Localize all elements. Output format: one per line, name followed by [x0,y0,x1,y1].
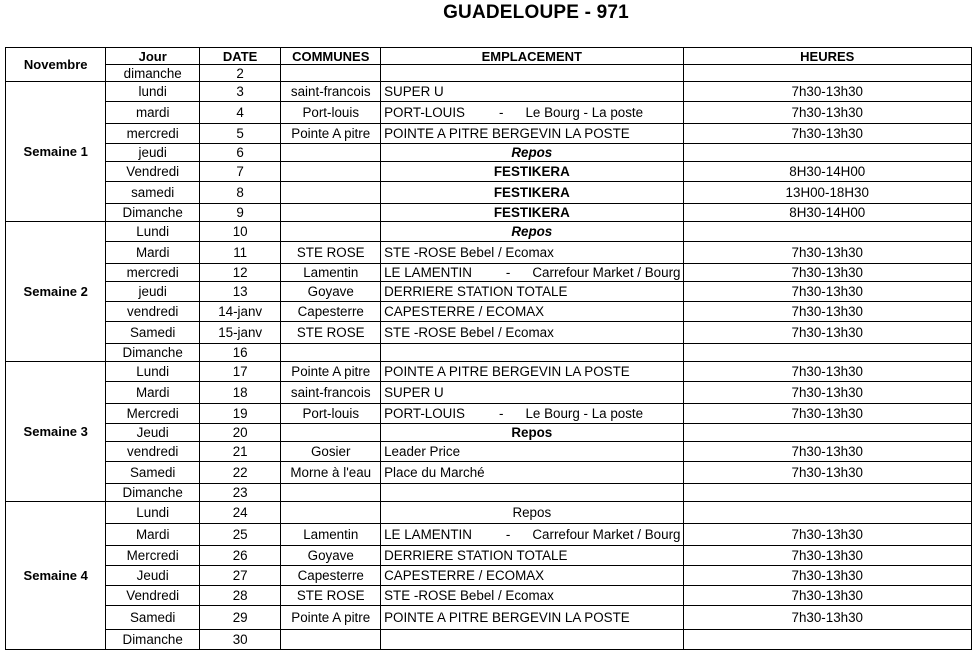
table-row [6,182,972,204]
date-cell: 26 [199,546,280,566]
emplacement-cell: CAPESTERRE / ECOMAX [381,302,683,322]
heures-cell: 7h30-13h30 [683,124,972,144]
jour-cell: Dimanche [106,204,200,222]
jour-cell: mardi [106,102,200,124]
commune-cell: Port-louis [281,404,381,424]
emplacement-cell: Place du Marché [381,462,683,484]
emplacement-cell [381,484,683,502]
jour-cell: Samedi [106,606,200,630]
table-row [6,362,972,382]
table-row [6,382,972,404]
emplacement-part: PORT-LOUIS [384,105,465,120]
heures-cell [683,424,972,442]
emplacement-part: Le Bourg - La poste [525,105,644,120]
heures-cell: 7h30-13h30 [683,82,972,102]
table-row [6,344,972,362]
emplacement-cell: POINTE A PITRE BERGEVIN LA POSTE [381,362,683,382]
heures-cell [683,502,972,524]
table-row [6,442,972,462]
commune-cell [281,222,381,242]
commune-cell: STE ROSE [281,322,381,344]
heures-cell: 7h30-13h30 [683,382,972,404]
emplacement-cell: SUPER U [381,82,683,102]
heures-cell [683,344,972,362]
jour-cell: mercredi [106,264,200,282]
date-cell: 30 [199,630,280,650]
commune-cell: Pointe A pitre [281,362,381,382]
event-label: FESTIKERA [381,204,683,222]
table-row [6,264,972,282]
heures-cell: 7h30-13h30 [683,566,972,586]
commune-cell: STE ROSE [281,586,381,606]
table-row [6,242,972,264]
emplacement-part: Le Bourg - La poste [525,406,644,421]
heures-cell: 7h30-13h30 [683,102,972,124]
table-row [6,102,972,124]
heures-cell: 7h30-13h30 [683,242,972,264]
emplacement-cell: Leader Price [381,442,683,462]
table-row [6,586,972,606]
date-cell: 7 [199,162,280,182]
header-emplacement: EMPLACEMENT [381,48,683,65]
heures-cell [683,630,972,650]
jour-cell: Samedi [106,322,200,344]
jour-cell: jeudi [106,144,200,162]
commune-cell [281,484,381,502]
table-row [6,144,972,162]
emplacement-cell: STE -ROSE Bebel / Ecomax [381,322,683,344]
jour-cell: samedi [106,182,200,204]
week-label: Semaine 4 [6,502,106,650]
heures-cell: 7h30-13h30 [683,524,972,546]
emplacement-cell: POINTE A PITRE BERGEVIN LA POSTE [381,606,683,630]
date-cell: 24 [199,502,280,524]
week-label: Semaine 2 [6,222,106,362]
header-date: DATE [199,48,280,65]
heures-cell: 7h30-13h30 [683,282,972,302]
jour-cell: Vendredi [106,162,200,182]
date-cell: 18 [199,382,280,404]
commune-cell: Lamentin [281,524,381,546]
heures-cell: 7h30-13h30 [683,322,972,344]
date-cell: 15-janv [199,322,280,344]
emplacement-cell [381,344,683,362]
date-cell: 9 [199,204,280,222]
jour-cell: Lundi [106,502,200,524]
jour-cell: Dimanche [106,344,200,362]
emplacement-cell [381,630,683,650]
date-cell: 12 [199,264,280,282]
date-cell: 3 [199,82,280,102]
emplacement-separator: - [505,527,511,542]
table-row [6,162,972,182]
commune-cell [281,344,381,362]
jour-cell: Mercredi [106,546,200,566]
commune-cell: STE ROSE [281,242,381,264]
heures-cell: 8H30-14H00 [683,204,972,222]
table-row [6,630,972,650]
date-cell: 25 [199,524,280,546]
commune-cell [281,162,381,182]
jour-cell: Samedi [106,462,200,484]
date-cell: 16 [199,344,280,362]
heures-cell: 7h30-13h30 [683,442,972,462]
table-row [6,302,972,322]
table-row [6,524,972,546]
commune-cell: Lamentin [281,264,381,282]
week-label: Semaine 3 [6,362,106,502]
jour-cell: mercredi [106,124,200,144]
jour-cell: dimanche [106,65,200,82]
table-row [6,322,972,344]
table-row [6,124,972,144]
table-row [6,546,972,566]
commune-cell: Gosier [281,442,381,462]
date-cell: 10 [199,222,280,242]
emplacement-part: LE LAMENTIN [384,265,472,280]
commune-cell: saint-francois [281,82,381,102]
jour-cell: Lundi [106,222,200,242]
commune-cell: Goyave [281,282,381,302]
commune-cell [281,65,381,82]
heures-cell: 7h30-13h30 [683,404,972,424]
header-communes: COMMUNES [281,48,381,65]
commune-cell [281,502,381,524]
repos-label: Repos [381,144,683,162]
date-cell: 29 [199,606,280,630]
emplacement-cell: POINTE A PITRE BERGEVIN LA POSTE [381,124,683,144]
date-cell: 11 [199,242,280,264]
commune-cell: Port-louis [281,102,381,124]
jour-cell: Mardi [106,242,200,264]
date-cell: 4 [199,102,280,124]
heures-cell: 7h30-13h30 [683,462,972,484]
jour-cell: Vendredi [106,586,200,606]
commune-cell: Morne à l'eau [281,462,381,484]
emplacement-cell [381,102,683,124]
emplacement-cell [381,524,683,546]
commune-cell [281,204,381,222]
date-cell: 23 [199,484,280,502]
repos-label: Repos [381,222,683,242]
table-row [6,606,972,630]
table-row [6,204,972,222]
event-label: FESTIKERA [381,182,683,204]
jour-cell: Mardi [106,382,200,404]
heures-cell [683,144,972,162]
jour-cell: Mercredi [106,404,200,424]
commune-cell [281,630,381,650]
table-row [6,424,972,442]
emplacement-separator: - [505,265,511,280]
header-jour: Jour [106,48,200,65]
repos-label: Repos [381,424,683,442]
jour-cell: vendredi [106,442,200,462]
emplacement-part: Carrefour Market / Bourg [532,265,681,280]
table-row [6,404,972,424]
repos-label: Repos [381,502,683,524]
heures-cell [683,65,972,82]
emplacement-cell: DERRIERE STATION TOTALE [381,546,683,566]
table-row [6,502,972,524]
emplacement-cell [381,264,683,282]
emplacement-cell: SUPER U [381,382,683,404]
heures-cell [683,484,972,502]
page-title: GUADELOUPE - 971 [443,2,629,23]
jour-cell: Lundi [106,362,200,382]
table-row [6,82,972,102]
emplacement-cell [381,65,683,82]
week-label: Semaine 1 [6,82,106,222]
table-row [6,65,972,82]
date-cell: 22 [199,462,280,484]
jour-cell: jeudi [106,282,200,302]
month-label: Novembre [6,48,106,82]
commune-cell: Pointe A pitre [281,606,381,630]
jour-cell: Jeudi [106,566,200,586]
table-row [6,566,972,586]
commune-cell [281,144,381,162]
heures-cell [683,222,972,242]
emplacement-part: PORT-LOUIS [384,406,465,421]
jour-cell: Dimanche [106,630,200,650]
heures-cell: 13H00-18H30 [683,182,972,204]
heures-cell: 7h30-13h30 [683,264,972,282]
table-row [6,462,972,484]
schedule-table [5,47,972,650]
heures-cell: 7h30-13h30 [683,302,972,322]
jour-cell: Dimanche [106,484,200,502]
emplacement-separator: - [498,406,504,421]
table-row [6,222,972,242]
date-cell: 17 [199,362,280,382]
header-heures: HEURES [683,48,972,65]
emplacement-cell: STE -ROSE Bebel / Ecomax [381,586,683,606]
date-cell: 14-janv [199,302,280,322]
heures-cell: 7h30-13h30 [683,606,972,630]
commune-cell: Pointe A pitre [281,124,381,144]
emplacement-part: Carrefour Market / Bourg [532,527,681,542]
emplacement-separator: - [498,105,504,120]
heures-cell: 7h30-13h30 [683,586,972,606]
event-label: FESTIKERA [381,162,683,182]
date-cell: 20 [199,424,280,442]
date-cell: 8 [199,182,280,204]
emplacement-cell: CAPESTERRE / ECOMAX [381,566,683,586]
commune-cell: Capesterre [281,302,381,322]
jour-cell: vendredi [106,302,200,322]
heures-cell: 7h30-13h30 [683,546,972,566]
jour-cell: Jeudi [106,424,200,442]
table-row [6,282,972,302]
date-cell: 21 [199,442,280,462]
date-cell: 28 [199,586,280,606]
jour-cell: lundi [106,82,200,102]
emplacement-cell [381,404,683,424]
jour-cell: Mardi [106,524,200,546]
emplacement-cell: STE -ROSE Bebel / Ecomax [381,242,683,264]
commune-cell: Capesterre [281,566,381,586]
header-row [6,48,972,65]
date-cell: 27 [199,566,280,586]
emplacement-part: LE LAMENTIN [384,527,472,542]
heures-cell: 8H30-14H00 [683,162,972,182]
commune-cell: saint-francois [281,382,381,404]
table-row [6,484,972,502]
commune-cell: Goyave [281,546,381,566]
date-cell: 6 [199,144,280,162]
date-cell: 5 [199,124,280,144]
emplacement-cell: DERRIERE STATION TOTALE [381,282,683,302]
commune-cell [281,424,381,442]
date-cell: 13 [199,282,280,302]
date-cell: 2 [199,65,280,82]
date-cell: 19 [199,404,280,424]
commune-cell [281,182,381,204]
heures-cell: 7h30-13h30 [683,362,972,382]
